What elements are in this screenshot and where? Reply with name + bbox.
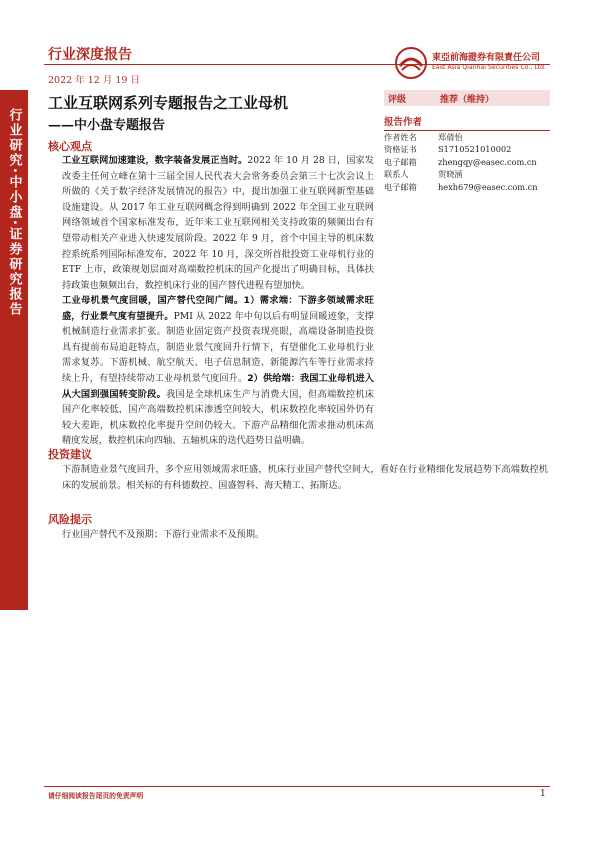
risk-paragraph: 行业国产替代不及预期；下游行业需求不及预期。 <box>62 529 265 540</box>
doc-type: 行业深度报告 <box>48 47 132 63</box>
risk-heading: 风险提示 <box>48 513 92 526</box>
analyst-key: 作者姓名 <box>384 132 417 142</box>
rating-bar <box>384 90 550 106</box>
analyst-row <box>384 156 550 168</box>
company-name-cn: 東亞前海證券有限責任公司 <box>432 53 541 63</box>
analyst-row <box>384 168 550 180</box>
report-subtitle: ——中小盘专题报告 <box>48 118 166 133</box>
analyst-key: 资格证书 <box>384 144 417 155</box>
core-view-body-2: PMI 从 2022 年中旬以后有明显回暖迹象，支撑机械制造行业需求扩张。制造业固定资产投资表现亮眼，高端设备制造投资具有提前布局追赶特点，制造业景气度回升行情下，有望催化工业母机行业需求复苏。下游机械、航空航天、电子信息制造、新能源汽车等行业需求持续上升，有望持续带动工业母机景气度回升。 <box>62 310 374 384</box>
core-view-paragraph-2 <box>62 293 374 449</box>
core-view-body-1: 2022 年 10 月 28 日，国家发改委主任何立峰在第十三届全国人民代表大会常务委员会第三十七次会议上所做的《关于数字经济发展情况的报告》中，提出加强工业互联网新型基础设施建设。从 2017 年工业互联网概念得到明确到 2022 年全国工业互联网网络领域首个国家标准发布，近年来工业互联网相关支持政策的频频出台有望带动相关产业进入快速发展阶段。2022 年 9 月，首个中国主导的机床数控系统系列国际标准发布，2022 年 10 月，深交所首批投资工业母机行业的 ETF 上市，政策规划层面对高端数控机床的国产化提出了明确目标，具体扶持政策也频频出台，数控机床行业的国产替代进程有望加快。 <box>62 155 374 291</box>
analyst-value: S1710521010002 <box>438 144 512 155</box>
analyst-key: 电子邮箱 <box>384 181 417 192</box>
analyst-row <box>384 181 550 193</box>
core-view-heading: 核心观点 <box>48 140 92 153</box>
analyst-list <box>384 131 550 193</box>
company-logo-icon <box>394 46 428 80</box>
info-panel <box>384 90 550 193</box>
analyst-row <box>384 143 550 155</box>
side-banner <box>0 90 28 610</box>
side-banner-text: 行业研究·中小盘·证券研究报告 <box>6 108 22 317</box>
invest-heading: 投资建议 <box>48 448 92 461</box>
analyst-row <box>384 131 550 143</box>
analyst-email-link[interactable]: zhengqy@easec.com.cn <box>438 156 537 167</box>
disclaimer-note: 请仔细阅读报告尾页的免责声明 <box>48 792 144 800</box>
analyst-value: 贺晓涵 <box>438 169 463 180</box>
page-number: 1 <box>540 789 546 799</box>
analyst-email-link[interactable]: hexh679@easec.com.cn <box>438 181 538 192</box>
core-view-lead-2: 工业母机景气度回暖，国产替代空间广阔。1）需求端：下游多领域需求旺盛，行业景气度有望提升。 <box>62 295 374 322</box>
footer-rule <box>44 786 550 787</box>
core-view-lead-1: 工业互联网加速建设，数字装备发展正当时。 <box>62 155 248 166</box>
analyst-value: 郑倩怡 <box>438 132 463 142</box>
report-title: 工业互联网系列专题报告之工业母机 <box>48 94 289 112</box>
rating-label: 评级 <box>388 94 407 105</box>
invest-paragraph: 下游制造业景气度回升，多个应用领域需求旺盛，机床行业国产替代空间大，看好在行业精细化发展趋势下高端数控机床的发展前景。相关标的有科德数控、国盛智科、海天精工、拓斯达。 <box>62 464 548 491</box>
core-view-paragraph-1 <box>62 153 374 293</box>
report-date: 2022 年 12 月 19 日 <box>48 75 140 86</box>
rating-value: 推荐（维持） <box>440 94 495 105</box>
analyst-key: 电子邮箱 <box>384 156 417 167</box>
core-view-lead-3: 2）供给端：我国工业母机进入从大国到强国转变阶段。 <box>62 372 374 400</box>
analyst-key: 联系人 <box>384 169 409 180</box>
core-view-body-3: 我国是全球机床生产与消费大国，但高端数控机床国产化率较低，国产高端数控机床渗透空间较大，机床数控化率较国外仍有较大差距，机床数控化率提升空间仍较大。下游产品精细化需求推动机床高精度发展，数控机床向四轴、五轴机床的迭代趋势日益明确。 <box>62 388 375 447</box>
analyst-heading: 报告作者 <box>384 117 423 128</box>
company-name-en: East Asia Qianhai Securities Co., Ltd. <box>432 64 547 71</box>
